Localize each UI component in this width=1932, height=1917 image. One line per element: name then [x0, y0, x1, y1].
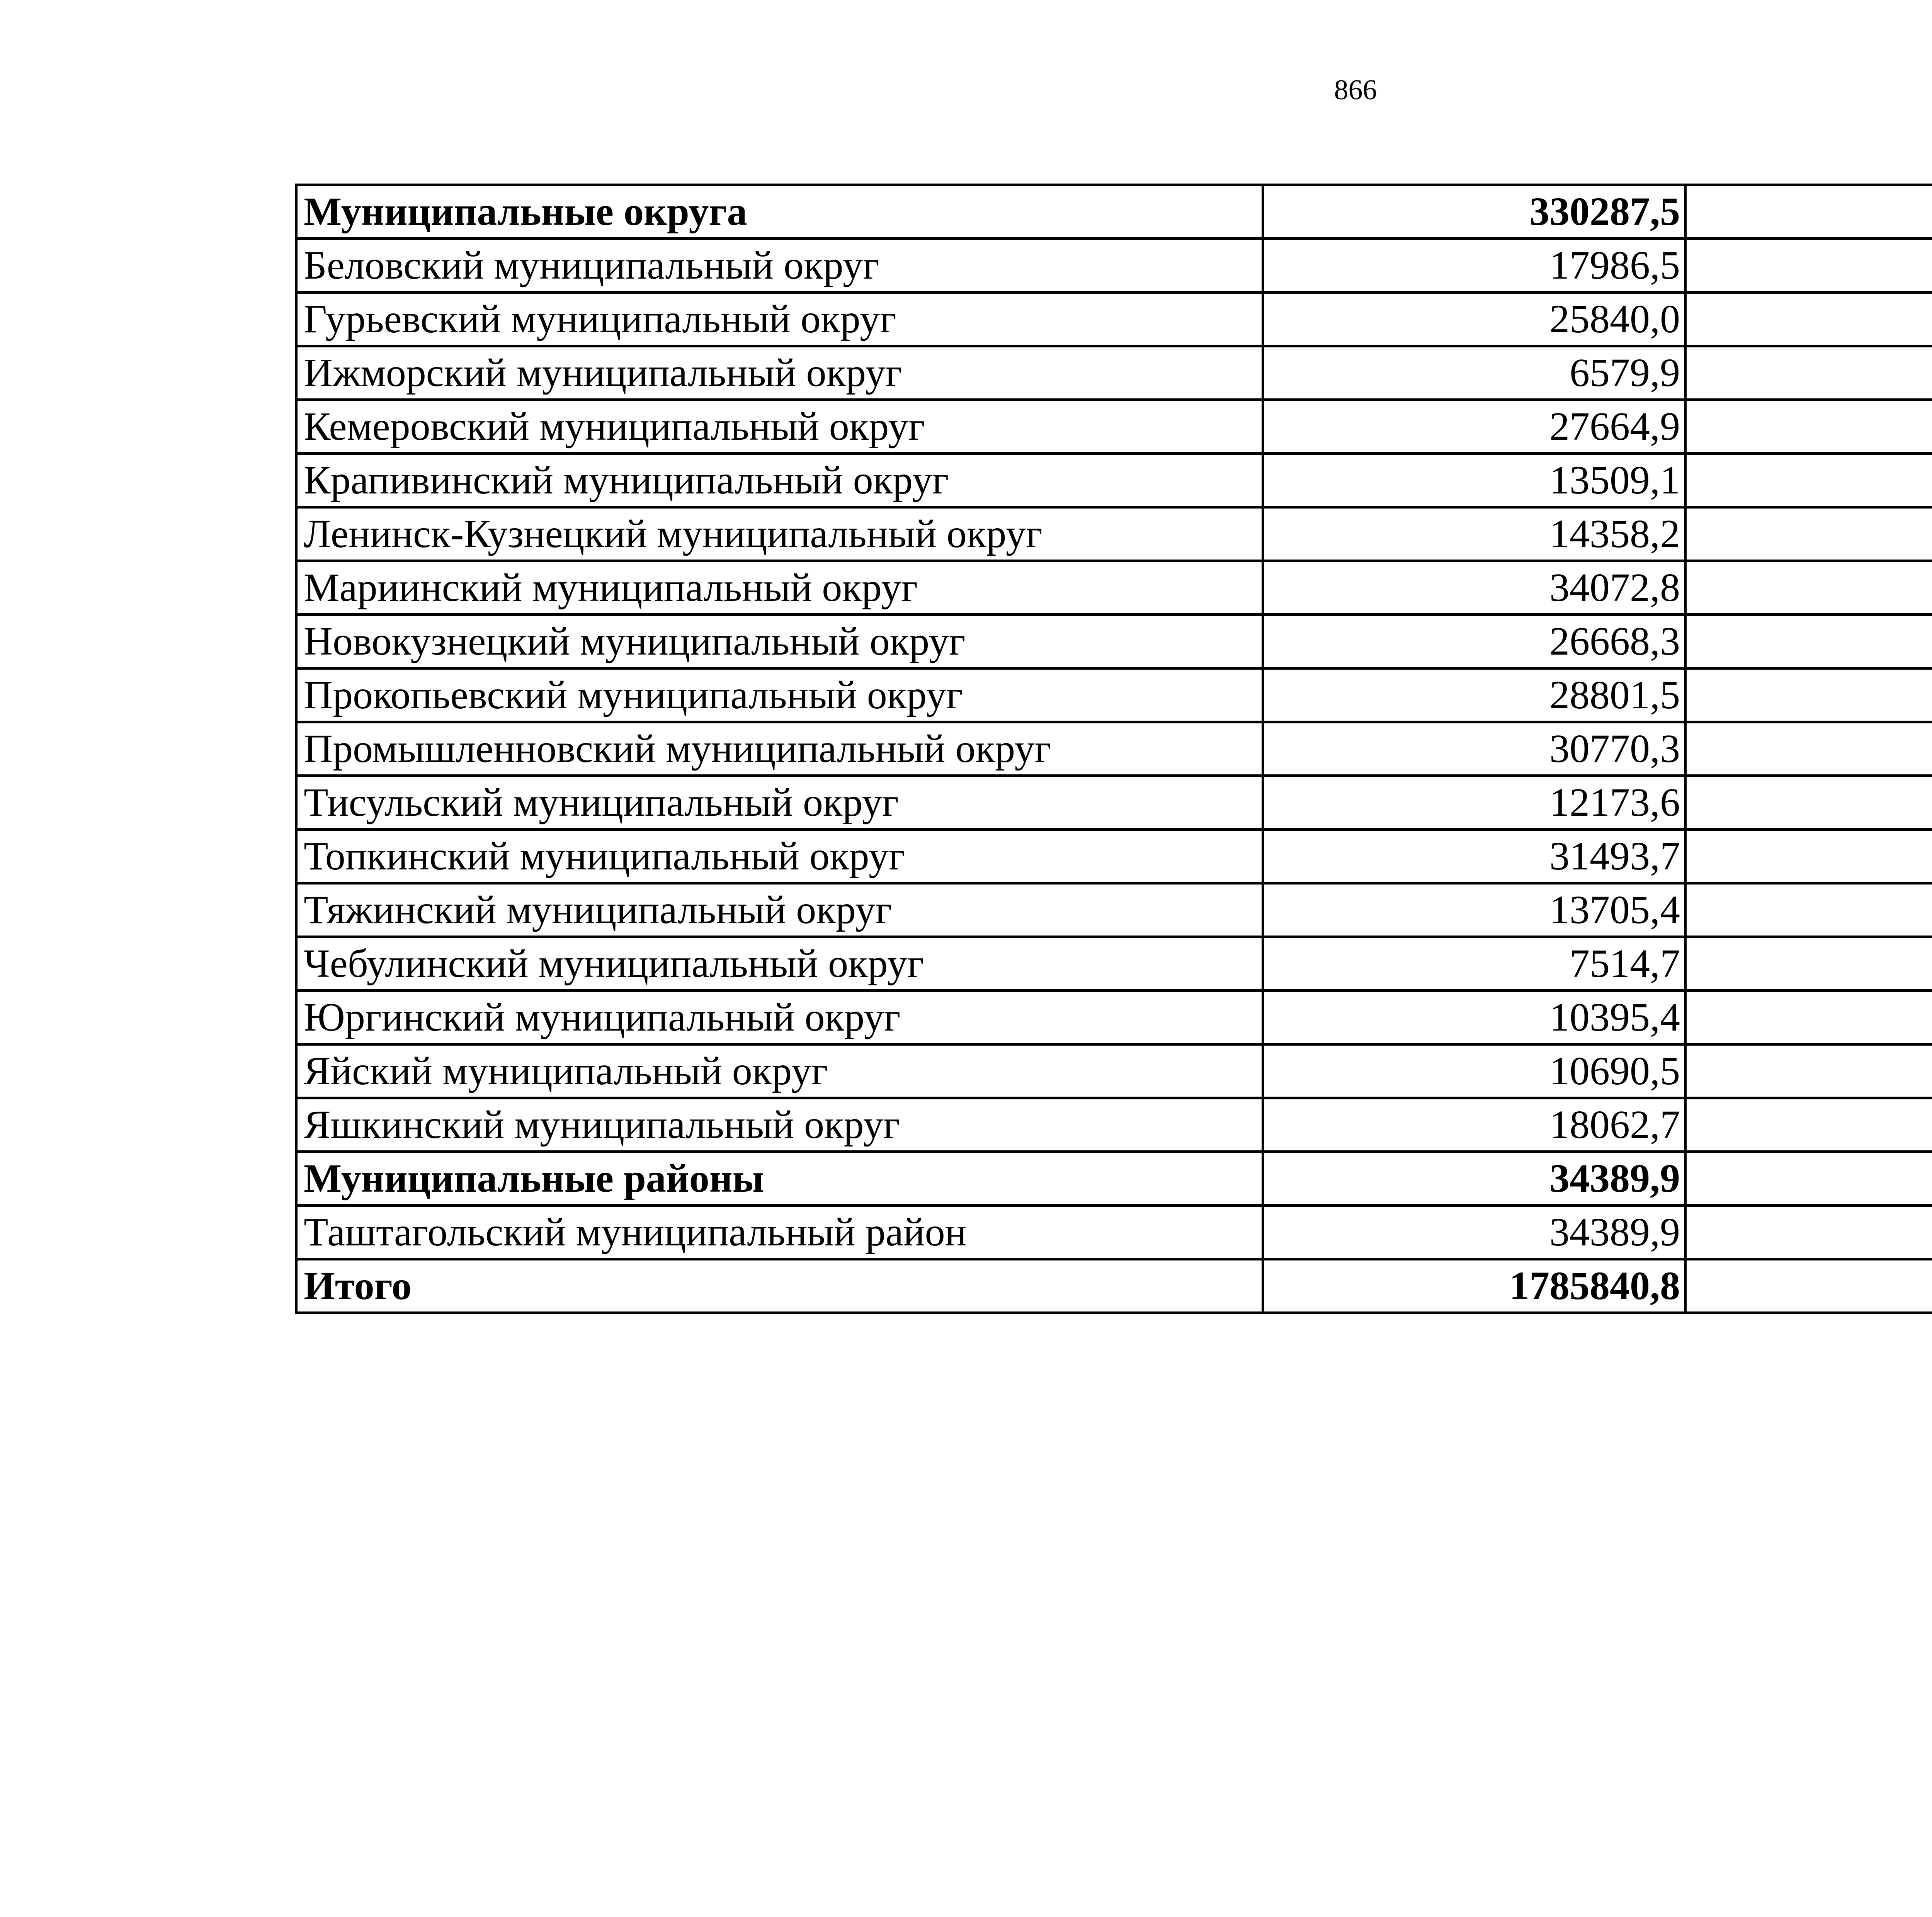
row-value-2-cell: [1685, 615, 1932, 668]
row-name-cell: Тисульский муниципальный округ: [296, 776, 1263, 830]
row-name-cell: Ленинск-Кузнецкий муниципальный округ: [296, 507, 1263, 561]
table-row: [296, 293, 1932, 346]
table-row-subtotal: [296, 185, 1932, 239]
row-name-cell: Мариинский муниципальный округ: [296, 561, 1263, 615]
row-name-cell: Яшкинский муниципальный округ: [296, 1098, 1263, 1152]
row-name-cell: Чебулинский муниципальный округ: [296, 937, 1263, 991]
row-name-cell: Промышленновский муниципальный округ: [296, 722, 1263, 776]
row-value-2-cell: [1685, 1259, 1932, 1313]
row-name-cell: Юргинский муниципальный округ: [296, 991, 1263, 1044]
row-value-1-cell: 34389,9: [1263, 1206, 1685, 1259]
row-name-cell: Прокопьевский муниципальный округ: [296, 668, 1263, 722]
row-value-1-cell: 18062,7: [1263, 1098, 1685, 1152]
row-name-cell: Итого: [296, 1259, 1263, 1313]
table-row-subtotal: [296, 1259, 1932, 1313]
table-body: [296, 185, 1932, 1313]
row-value-1-cell: 330287,5: [1263, 185, 1685, 239]
table-row: [296, 507, 1932, 561]
table-row: [296, 991, 1932, 1044]
row-name-cell: Яйский муниципальный округ: [296, 1044, 1263, 1098]
row-value-2-cell: [1685, 507, 1932, 561]
row-value-2-cell: [1685, 239, 1932, 293]
row-value-1-cell: 31493,7: [1263, 830, 1685, 883]
row-value-1-cell: 6579,9: [1263, 346, 1685, 400]
row-name-cell: Муниципальные районы: [296, 1152, 1263, 1206]
row-value-2-cell: [1685, 1098, 1932, 1152]
row-value-1-cell: 7514,7: [1263, 937, 1685, 991]
row-name-cell: Таштагольский муниципальный район: [296, 1206, 1263, 1259]
row-value-2-cell: [1685, 1206, 1932, 1259]
row-value-2-cell: [1685, 400, 1932, 454]
row-value-1-cell: 34072,8: [1263, 561, 1685, 615]
row-value-1-cell: 14358,2: [1263, 507, 1685, 561]
row-value-1-cell: 13509,1: [1263, 454, 1685, 507]
row-value-1-cell: 17986,5: [1263, 239, 1685, 293]
table-row: [296, 1044, 1932, 1098]
table-row: [296, 400, 1932, 454]
row-value-2-cell: [1685, 346, 1932, 400]
table-row: [296, 883, 1932, 937]
row-value-1-cell: 25840,0: [1263, 293, 1685, 346]
row-name-cell: Крапивинский муниципальный округ: [296, 454, 1263, 507]
row-name-cell: Муниципальные округа: [296, 185, 1263, 239]
row-value-2-cell: [1685, 937, 1932, 991]
row-value-1-cell: 34389,9: [1263, 1152, 1685, 1206]
table-row: [296, 561, 1932, 615]
row-value-2-cell: [1685, 776, 1932, 830]
table-row: [296, 830, 1932, 883]
budget-table: [295, 184, 1932, 1314]
row-value-1-cell: 28801,5: [1263, 668, 1685, 722]
table-row: [296, 722, 1932, 776]
row-value-2-cell: [1685, 668, 1932, 722]
table-row: [296, 937, 1932, 991]
row-name-cell: Гурьевский муниципальный округ: [296, 293, 1263, 346]
table-row: [296, 1098, 1932, 1152]
row-value-1-cell: 26668,3: [1263, 615, 1685, 668]
row-value-2-cell: [1685, 454, 1932, 507]
table-row-subtotal: [296, 1152, 1932, 1206]
row-name-cell: Топкинский муниципальный округ: [296, 830, 1263, 883]
row-value-1-cell: 13705,4: [1263, 883, 1685, 937]
row-name-cell: Новокузнецкий муниципальный округ: [296, 615, 1263, 668]
table-row: [296, 239, 1932, 293]
row-name-cell: Беловский муниципальный округ: [296, 239, 1263, 293]
row-name-cell: Кемеровский муниципальный округ: [296, 400, 1263, 454]
row-name-cell: Ижморский муниципальный округ: [296, 346, 1263, 400]
row-value-1-cell: 1785840,8: [1263, 1259, 1685, 1313]
row-value-2-cell: [1685, 883, 1932, 937]
page-number: 866: [1334, 74, 1377, 106]
row-value-2-cell: [1685, 185, 1932, 239]
row-value-1-cell: 27664,9: [1263, 400, 1685, 454]
row-name-cell: Тяжинский муниципальный округ: [296, 883, 1263, 937]
row-value-2-cell: [1685, 991, 1932, 1044]
row-value-1-cell: 10395,4: [1263, 991, 1685, 1044]
row-value-1-cell: 30770,3: [1263, 722, 1685, 776]
row-value-2-cell: [1685, 561, 1932, 615]
row-value-2-cell: [1685, 1152, 1932, 1206]
table-row: [296, 1206, 1932, 1259]
row-value-2-cell: [1685, 722, 1932, 776]
row-value-2-cell: [1685, 830, 1932, 883]
row-value-1-cell: 12173,6: [1263, 776, 1685, 830]
table-row: [296, 615, 1932, 668]
table-row: [296, 668, 1932, 722]
table-row: [296, 346, 1932, 400]
table-row: [296, 776, 1932, 830]
row-value-2-cell: [1685, 293, 1932, 346]
row-value-1-cell: 10690,5: [1263, 1044, 1685, 1098]
row-value-2-cell: [1685, 1044, 1932, 1098]
table-row: [296, 454, 1932, 507]
